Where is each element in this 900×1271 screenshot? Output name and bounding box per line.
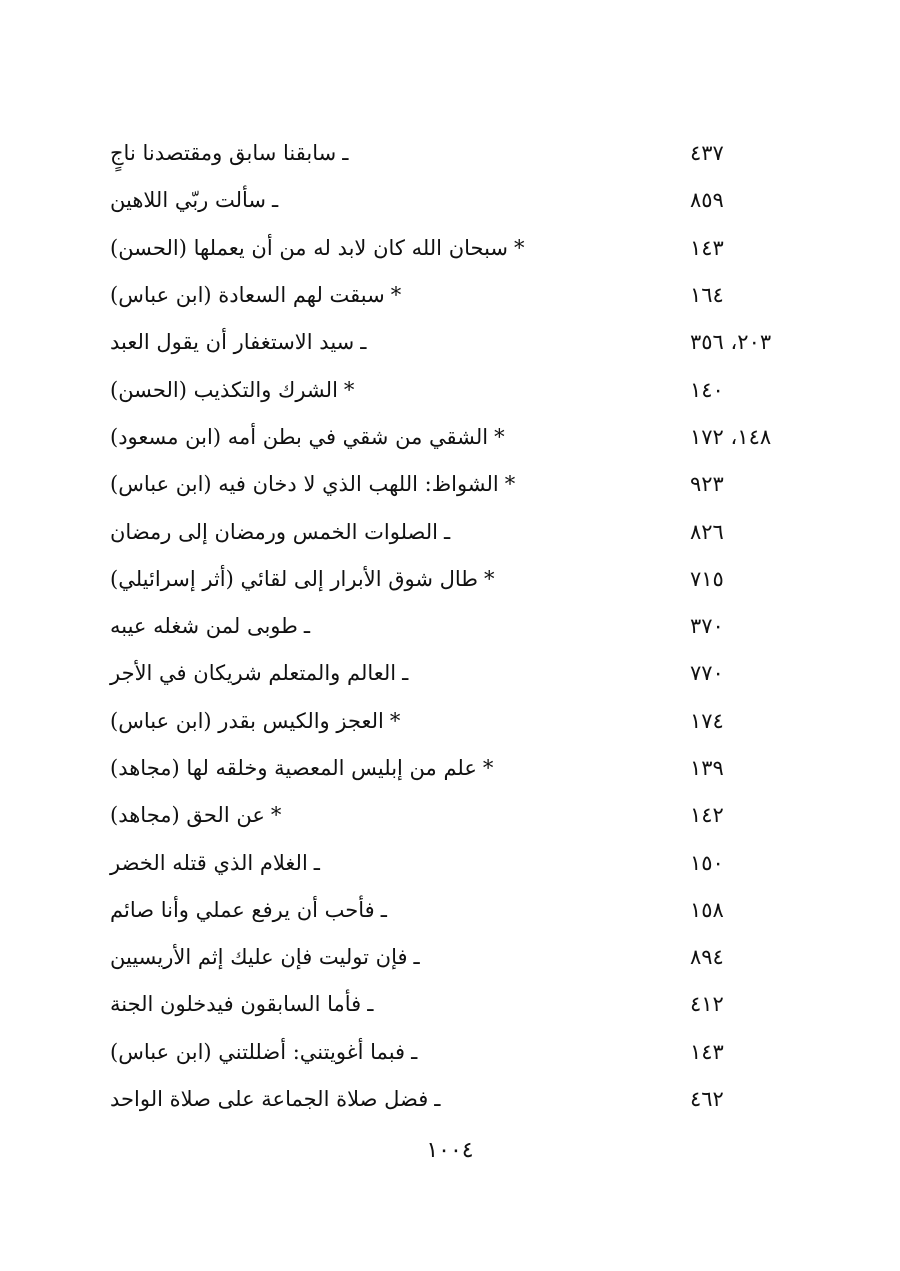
dash-marker: ـ (380, 897, 387, 922)
entry-text (110, 424, 505, 449)
index-entry (110, 461, 790, 508)
entry-text (110, 377, 355, 402)
entry-text (110, 519, 451, 544)
entry-text (110, 190, 278, 211)
index-entry (110, 130, 790, 177)
page-reference: ٧١٥ (690, 566, 724, 591)
entry-text (110, 1089, 440, 1110)
index-entry (110, 272, 790, 319)
page-reference: ١٥٨ (690, 897, 724, 922)
entry-label: الشرك والتكذيب (الحسن) (110, 377, 338, 402)
index-entry (110, 603, 790, 650)
entry-label: علم من إبليس المعصية وخلقه لها (مجاهد) (110, 756, 477, 780)
index-entry (110, 981, 790, 1028)
page-reference: ١٥٠ (690, 850, 724, 875)
page-reference: ٩٢٣ (690, 472, 724, 497)
entry-label: سابقنا سابق ومقتصدنا ناجٍ (110, 141, 337, 166)
page-reference: ٤٣٧ (690, 141, 724, 166)
page-number: ١٠٠٤ (426, 1138, 474, 1163)
page-reference: ١٧٤ (690, 708, 724, 733)
index-entry (110, 414, 790, 461)
entry-label: فأما السابقون فيدخلون الجنة (110, 992, 362, 1017)
entry-text (110, 897, 387, 922)
entry-text (110, 1039, 418, 1064)
index-entry (110, 1076, 790, 1123)
index-entry (110, 508, 790, 555)
dash-marker: ـ (413, 945, 420, 970)
entry-label: سبقت لهم السعادة (ابن عباس) (110, 283, 385, 308)
dash-marker: ـ (360, 330, 367, 355)
asterisk-marker: * (389, 708, 401, 733)
entry-text (110, 850, 320, 875)
page-reference: ٨٩٤ (690, 945, 724, 970)
entry-text (110, 947, 420, 968)
entry-text (110, 805, 281, 826)
entry-label: فضل صلاة الجماعة على صلاة الواحد (110, 1087, 429, 1112)
asterisk-marker: * (514, 235, 525, 260)
entry-text (110, 285, 401, 306)
index-entry (110, 177, 790, 224)
entry-text (110, 663, 408, 684)
entry-label: فإن توليت فإن عليك إثم الأريسيين (110, 945, 408, 970)
entry-label: العجز والكيس بقدر (ابن عباس) (110, 708, 384, 733)
index-entry (110, 839, 790, 886)
index-entry (110, 1029, 790, 1076)
page-reference: ٨٥٩ (690, 188, 724, 213)
entry-label: سيد الاستغفار أن يقول العبد (110, 330, 355, 355)
entry-label: الصلوات الخمس ورمضان إلى رمضان (110, 519, 438, 544)
dash-marker: ـ (272, 188, 279, 213)
entry-text (110, 143, 348, 164)
asterisk-marker: * (494, 424, 505, 449)
page-reference: ٨٢٦ (690, 519, 724, 544)
asterisk-marker: * (390, 283, 402, 308)
asterisk-marker: * (504, 472, 516, 497)
entry-label: الغلام الذي قتله الخضر (110, 850, 308, 875)
asterisk-marker: * (484, 566, 495, 591)
page-reference: ١٤٠ (690, 377, 724, 402)
index-entry (110, 366, 790, 413)
asterisk-marker: * (482, 756, 494, 780)
index-entry (110, 887, 790, 934)
asterisk-marker: * (343, 377, 355, 402)
entry-text (110, 566, 495, 591)
index-list (110, 130, 790, 1123)
entry-label: فبما أغويتني: أضللتني (ابن عباس) (110, 1039, 406, 1064)
dash-marker: ـ (342, 141, 349, 166)
entry-label: العالم والمتعلم شريكان في الأجر (110, 661, 397, 686)
page-reference: ١٤٣ (690, 1039, 724, 1064)
index-entry (110, 745, 790, 792)
page-reference: ١٣٩ (690, 756, 724, 780)
dash-marker: ـ (411, 1039, 418, 1064)
entry-text (110, 616, 310, 637)
dash-marker: ـ (443, 519, 451, 544)
page-reference: ٤٦٢ (690, 1087, 724, 1112)
index-entry (110, 319, 790, 366)
entry-label: الشواظ: اللهب الذي لا دخان فيه (ابن عباس) (110, 472, 499, 497)
entry-label: سألت ربّي اللاهين (110, 188, 267, 213)
dash-marker: ـ (303, 614, 311, 639)
dash-marker: ـ (313, 850, 320, 875)
entry-text (110, 758, 493, 779)
page-reference: ٧٧٠ (690, 661, 724, 686)
page-reference: ١٦٤ (690, 283, 724, 308)
entry-label: طال شوق الأبرار إلى لقائي (أثر إسرائيلي) (110, 566, 479, 591)
index-entry (110, 225, 790, 272)
index-entry (110, 650, 790, 697)
entry-text (110, 332, 366, 353)
entry-text (110, 474, 515, 495)
index-entry (110, 556, 790, 603)
entry-label: عن الحق (مجاهد) (110, 803, 265, 828)
entry-text (110, 235, 525, 260)
page-reference: ١٤٢ (690, 803, 724, 828)
index-entry (110, 934, 790, 981)
index-entry (110, 792, 790, 839)
entry-label: فأحب أن يرفع عملي وأنا صائم (110, 897, 375, 922)
entry-label: سبحان الله كان لابد له من أن يعملها (الحسن) (110, 235, 509, 260)
page-reference: ١٤٨، ١٧٢ (690, 424, 772, 449)
index-entry (110, 698, 790, 745)
entry-label: الشقي من شقي في بطن أمه (ابن مسعود) (110, 424, 489, 449)
asterisk-marker: * (270, 803, 282, 828)
entry-label: طوبى لمن شغله عيبه (110, 614, 298, 639)
dash-marker: ـ (434, 1087, 441, 1112)
page-reference: ٣٧٠ (690, 614, 724, 639)
dash-marker: ـ (402, 661, 409, 686)
dash-marker: ـ (367, 992, 374, 1017)
page-reference: ١٤٣ (690, 235, 724, 260)
page-reference: ٢٠٣، ٣٥٦ (690, 330, 772, 355)
page-reference: ٤١٢ (690, 992, 724, 1017)
entry-text (110, 994, 373, 1015)
entry-text (110, 708, 401, 733)
